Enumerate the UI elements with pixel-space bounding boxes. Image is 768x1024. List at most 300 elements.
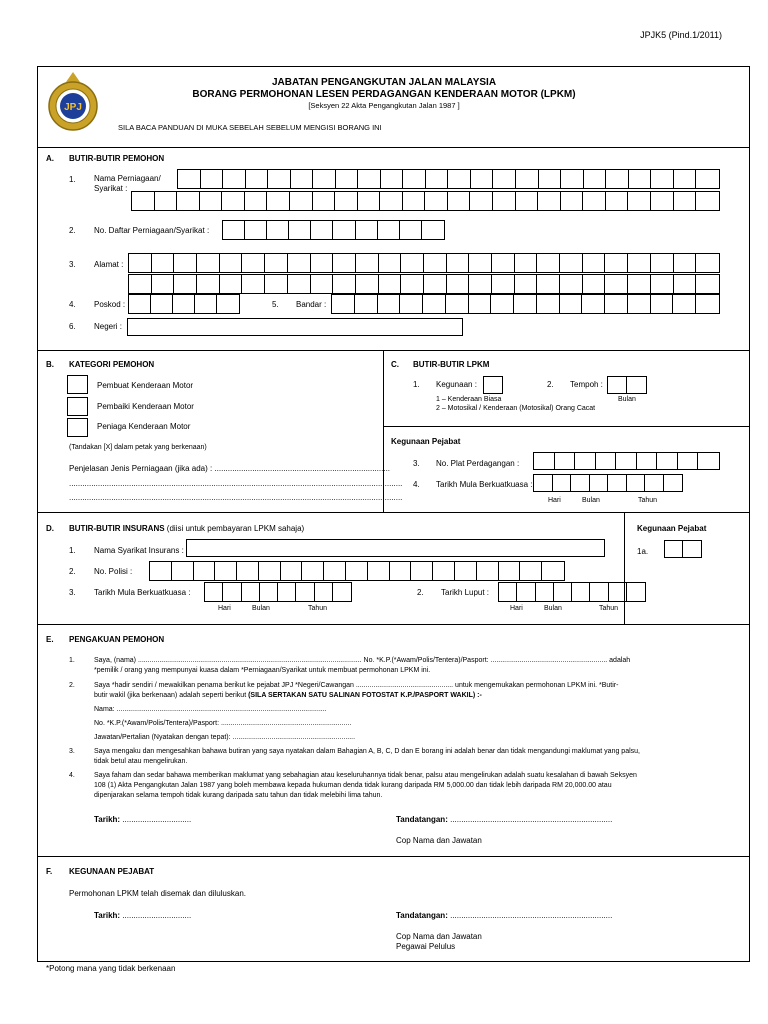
- char-cell[interactable]: [381, 170, 404, 188]
- char-cell[interactable]: [539, 170, 562, 188]
- d-q1-num: 1.: [69, 546, 76, 555]
- usage-option-1: 1 – Kenderaan Biasa: [436, 396, 502, 403]
- char-cell[interactable]: [311, 221, 333, 239]
- char-cell[interactable]: [515, 275, 538, 293]
- char-cell[interactable]: [324, 562, 346, 580]
- char-cell[interactable]: [197, 254, 220, 272]
- char-cell[interactable]: [242, 583, 260, 601]
- char-cell[interactable]: [605, 275, 628, 293]
- char-cell[interactable]: [538, 192, 561, 210]
- a-q3-num: 3.: [69, 260, 76, 269]
- section-d-letter: D.: [46, 524, 54, 533]
- char-cell[interactable]: [356, 254, 379, 272]
- char-cell[interactable]: [433, 562, 455, 580]
- char-cell[interactable]: [471, 170, 494, 188]
- char-cell[interactable]: [217, 295, 239, 313]
- char-cell[interactable]: [223, 583, 241, 601]
- char-cell[interactable]: [515, 254, 538, 272]
- usage-type-input[interactable]: [483, 376, 503, 394]
- char-cell[interactable]: [195, 295, 217, 313]
- char-cell[interactable]: [627, 475, 646, 491]
- category-dealer-label: Peniaga Kenderaan Motor: [97, 422, 191, 431]
- char-cell[interactable]: [469, 295, 492, 313]
- char-cell[interactable]: [132, 192, 155, 210]
- a-q4-num: 4.: [69, 300, 76, 309]
- char-cell[interactable]: [696, 295, 719, 313]
- a-q2-label: No. Daftar Perniagaan/Syarikat :: [94, 226, 210, 235]
- char-cell[interactable]: [311, 254, 334, 272]
- char-cell[interactable]: [534, 453, 555, 469]
- e-p4-line1: Saya faham dan sedar bahawa memberikan maklumat yang sebahagian atau keseluruhannya tidak benar, palsu atau mengelirukan adalah suatu kesalahan di bawah Seksyen: [94, 772, 637, 779]
- char-cell[interactable]: [628, 275, 651, 293]
- char-cell[interactable]: [215, 562, 237, 580]
- d-q2-num: 2.: [69, 567, 76, 576]
- char-cell[interactable]: [678, 453, 699, 469]
- char-cell[interactable]: [242, 254, 265, 272]
- c-office-title: Kegunaan Pejabat: [391, 437, 461, 446]
- e-p4-num: 4.: [69, 772, 75, 779]
- char-cell[interactable]: [313, 170, 336, 188]
- char-cell[interactable]: [379, 254, 402, 272]
- f-signature-label: Tandatangan:: [396, 911, 448, 920]
- section-c-title: BUTIR-BUTIR LPKM: [413, 360, 490, 369]
- char-cell[interactable]: [469, 254, 492, 272]
- c-date-month-caption: Bulan: [582, 497, 600, 504]
- city-input[interactable]: [331, 294, 720, 314]
- e-p1-line1: Saya, (nama) ................................................................................................................... No. *K.P.(*Awam/Polis/Tentera)/Pasport: ............................................................ adalah: [94, 657, 631, 664]
- header-agency: JABATAN PENGANGKUTAN JALAN MALAYSIA: [271, 77, 497, 88]
- char-cell[interactable]: [177, 192, 200, 210]
- char-cell[interactable]: [590, 583, 608, 601]
- d-q3-num: 3.: [69, 588, 76, 597]
- char-cell[interactable]: [201, 170, 224, 188]
- char-cell[interactable]: [674, 254, 697, 272]
- char-cell[interactable]: [651, 170, 674, 188]
- char-cell[interactable]: [245, 192, 268, 210]
- char-cell[interactable]: [470, 192, 493, 210]
- char-cell[interactable]: [536, 583, 554, 601]
- char-cell[interactable]: [356, 275, 379, 293]
- char-cell[interactable]: [571, 475, 590, 491]
- officer-date-field[interactable]: [94, 911, 191, 920]
- plate-effective-date-input[interactable]: [533, 474, 683, 492]
- char-cell[interactable]: [313, 192, 336, 210]
- char-cell[interactable]: [499, 583, 517, 601]
- char-cell[interactable]: [492, 254, 515, 272]
- char-cell[interactable]: [291, 170, 314, 188]
- c-q4-label: Tarikh Mula Berkuatkuasa :: [436, 480, 533, 489]
- state-input[interactable]: [127, 318, 463, 336]
- e-signature-dots: .........................................................................: [447, 815, 613, 824]
- char-cell[interactable]: [267, 221, 289, 239]
- office-code-input[interactable]: [664, 540, 702, 558]
- char-cell[interactable]: [129, 254, 152, 272]
- char-cell[interactable]: [514, 295, 537, 313]
- d-office-title: Kegunaan Pejabat: [637, 524, 707, 533]
- char-cell[interactable]: [664, 475, 683, 491]
- char-cell[interactable]: [333, 221, 355, 239]
- section-a-letter: A.: [46, 154, 54, 163]
- char-cell[interactable]: [356, 221, 378, 239]
- char-cell[interactable]: [674, 275, 697, 293]
- char-cell[interactable]: [172, 562, 194, 580]
- c-q2-num: 2.: [547, 380, 554, 389]
- char-cell[interactable]: [332, 295, 355, 313]
- char-cell[interactable]: [200, 192, 223, 210]
- char-cell[interactable]: [554, 583, 572, 601]
- char-cell[interactable]: [651, 295, 674, 313]
- business-type-explanation-field[interactable]: Penjelasan Jenis Perniagaan (jika ada) : ...............................................................................: [69, 464, 391, 473]
- business-type-line3-field[interactable]: ......................................................................................................................................................: [69, 493, 403, 502]
- char-cell[interactable]: [237, 562, 259, 580]
- char-cell[interactable]: [447, 254, 470, 272]
- char-cell[interactable]: [368, 562, 390, 580]
- char-cell[interactable]: [267, 192, 290, 210]
- section-b-title: KATEGORI PEMOHON: [69, 360, 155, 369]
- char-cell[interactable]: [561, 192, 584, 210]
- char-cell[interactable]: [448, 170, 471, 188]
- char-cell[interactable]: [205, 583, 223, 601]
- char-cell[interactable]: [616, 453, 637, 469]
- category-repairer-checkbox[interactable]: [67, 397, 88, 416]
- d-office-code: 1a.: [637, 547, 649, 556]
- d-expiry-month-caption: Bulan: [544, 605, 562, 612]
- char-cell[interactable]: [542, 562, 564, 580]
- e-p4-line2: 108 (1) Akta Pengangkutan Jalan 1987 yang boleh membawa kepada hukuman denda tidak kurang daripada RM 5,000.00 dan tidak lebih daripada RM 20,000.00 atau: [94, 782, 612, 789]
- char-cell[interactable]: [605, 295, 628, 313]
- char-cell[interactable]: [155, 192, 178, 210]
- char-cell[interactable]: [403, 170, 426, 188]
- representative-name-field[interactable]: Nama: ............................................................................................................: [94, 706, 327, 713]
- char-cell[interactable]: [411, 562, 433, 580]
- f-date-dots: ...............................: [120, 911, 192, 920]
- e-p2-line2: butir wakil (jika berkenaan) adalah seperti berikut: [94, 692, 249, 699]
- char-cell[interactable]: [673, 295, 696, 313]
- char-cell[interactable]: [151, 295, 173, 313]
- char-cell[interactable]: [194, 562, 216, 580]
- section-e-letter: E.: [46, 635, 54, 644]
- d-expiry-day-caption: Hari: [510, 605, 523, 612]
- char-cell[interactable]: [424, 254, 447, 272]
- d-q4-num: 2.: [417, 588, 424, 597]
- char-cell[interactable]: [683, 541, 701, 557]
- char-cell[interactable]: [608, 475, 627, 491]
- char-cell[interactable]: [346, 562, 368, 580]
- char-cell[interactable]: [491, 295, 514, 313]
- a-q6-num: 6.: [69, 322, 76, 331]
- c-q1-num: 1.: [413, 380, 420, 389]
- f-approval-text: Permohonan LPKM telah disemak dan diluluskan.: [69, 889, 246, 898]
- address-line1-input[interactable]: [128, 253, 720, 273]
- char-cell[interactable]: [477, 562, 499, 580]
- char-cell[interactable]: [448, 192, 471, 210]
- char-cell[interactable]: [268, 170, 291, 188]
- insurance-effective-date-input[interactable]: [204, 582, 352, 602]
- a-q1-num: 1.: [69, 175, 76, 184]
- d-start-day-caption: Hari: [218, 605, 231, 612]
- e-signature-label: Tandatangan:: [396, 815, 448, 824]
- c-q3-label: No. Plat Perdagangan :: [436, 459, 520, 468]
- char-cell[interactable]: [469, 275, 492, 293]
- char-cell[interactable]: [627, 583, 645, 601]
- char-cell[interactable]: [582, 295, 605, 313]
- char-cell[interactable]: [674, 170, 697, 188]
- representative-position-field[interactable]: Jawatan/Pertalian (Nyatakan dengan tepat): ...............................................................: [94, 734, 356, 741]
- d-q3-label: Tarikh Mula Berkuatkuasa :: [94, 588, 191, 597]
- category-dealer-checkbox[interactable]: [67, 418, 88, 437]
- char-cell[interactable]: [696, 254, 719, 272]
- char-cell[interactable]: [380, 192, 403, 210]
- char-cell[interactable]: [379, 275, 402, 293]
- char-cell[interactable]: [560, 275, 583, 293]
- insurance-company-input[interactable]: [186, 539, 605, 557]
- c-date-day-caption: Hari: [548, 497, 561, 504]
- e-p3-line2: tidak betul atau mengelirukan.: [94, 758, 188, 765]
- c-date-year-caption: Tahun: [638, 497, 658, 504]
- char-cell[interactable]: [242, 275, 265, 293]
- section-f-title: KEGUNAAN PEJABAT: [69, 867, 155, 876]
- char-cell[interactable]: [288, 254, 311, 272]
- char-cell[interactable]: [403, 192, 426, 210]
- char-cell[interactable]: [245, 221, 267, 239]
- char-cell[interactable]: [335, 192, 358, 210]
- char-cell[interactable]: [423, 295, 446, 313]
- char-cell[interactable]: [572, 583, 590, 601]
- char-cell[interactable]: [400, 221, 422, 239]
- char-cell[interactable]: [424, 275, 447, 293]
- char-cell[interactable]: [520, 562, 542, 580]
- char-cell[interactable]: [665, 541, 683, 557]
- char-cell[interactable]: [628, 295, 651, 313]
- f-signature-dots: .........................................................................: [447, 911, 613, 920]
- char-cell[interactable]: [590, 475, 609, 491]
- char-cell[interactable]: [281, 562, 303, 580]
- insurance-expiry-date-input[interactable]: [498, 582, 646, 602]
- char-cell[interactable]: [311, 275, 334, 293]
- char-cell[interactable]: [302, 562, 324, 580]
- trade-plate-number-input[interactable]: [533, 452, 720, 470]
- policy-number-input[interactable]: [149, 561, 565, 581]
- applicant-signature-field[interactable]: [396, 815, 612, 824]
- char-cell[interactable]: [628, 254, 651, 272]
- business-name-line1-input[interactable]: [177, 169, 720, 189]
- char-cell[interactable]: [220, 254, 243, 272]
- section-d-title: BUTIR-BUTIR INSURANS: [69, 524, 165, 533]
- c-q4-num: 4.: [413, 480, 420, 489]
- char-cell[interactable]: [333, 254, 356, 272]
- a-q5-num: 5.: [272, 300, 279, 309]
- e-stamp-caption: Cop Nama dan Jawatan: [396, 836, 482, 845]
- char-cell[interactable]: [596, 453, 617, 469]
- char-cell[interactable]: [333, 583, 351, 601]
- char-cell[interactable]: [493, 192, 516, 210]
- header-note: SILA BACA PANDUAN DI MUKA SEBELAH SEBELUM MENGISI BORANG INI: [118, 123, 382, 132]
- char-cell[interactable]: [288, 275, 311, 293]
- char-cell[interactable]: [446, 295, 469, 313]
- char-cell[interactable]: [555, 453, 576, 469]
- char-cell[interactable]: [197, 275, 220, 293]
- representative-id-field[interactable]: No. *K.P.(*Awam/Polis/Tentera)/Pasport: ...................................................................: [94, 720, 352, 727]
- c-q3-num: 3.: [413, 459, 420, 468]
- char-cell[interactable]: [447, 275, 470, 293]
- a-q1-label-1: Nama Perniagaan/: [94, 174, 161, 183]
- address-line2-input[interactable]: [128, 274, 720, 294]
- char-cell[interactable]: [629, 170, 652, 188]
- char-cell[interactable]: [537, 295, 560, 313]
- footnote: *Potong mana yang tidak berkenaan: [46, 964, 176, 973]
- char-cell[interactable]: [174, 254, 197, 272]
- section-e-title: PENGAKUAN PEMOHON: [69, 635, 165, 644]
- char-cell[interactable]: [516, 192, 539, 210]
- char-cell[interactable]: [178, 170, 201, 188]
- char-cell[interactable]: [608, 377, 627, 393]
- char-cell[interactable]: [651, 192, 674, 210]
- char-cell[interactable]: [561, 170, 584, 188]
- char-cell[interactable]: [150, 562, 172, 580]
- char-cell[interactable]: [645, 475, 664, 491]
- char-cell[interactable]: [259, 562, 281, 580]
- char-cell[interactable]: [553, 475, 572, 491]
- char-cell[interactable]: [223, 221, 245, 239]
- d-q2-label: No. Polisi :: [94, 567, 133, 576]
- usage-option-2: 2 – Motosikal / Kenderaan (Motosikal) Orang Cacat: [436, 405, 596, 412]
- c-q2-label: Tempoh :: [570, 380, 603, 389]
- char-cell[interactable]: [584, 170, 607, 188]
- e-p2-line2-bold: (SILA SERTAKAN SATU SALINAN FOTOSTAT K.P./PASPORT WAKIL) :-: [248, 692, 482, 699]
- char-cell[interactable]: [246, 170, 269, 188]
- char-cell[interactable]: [152, 275, 175, 293]
- char-cell[interactable]: [260, 583, 278, 601]
- applicant-date-field[interactable]: [94, 815, 191, 824]
- char-cell[interactable]: [583, 254, 606, 272]
- d-start-month-caption: Bulan: [252, 605, 270, 612]
- char-cell[interactable]: [657, 453, 678, 469]
- char-cell[interactable]: [265, 275, 288, 293]
- d-q1-label: Nama Syarikat Insurans :: [94, 546, 184, 555]
- char-cell[interactable]: [174, 275, 197, 293]
- char-cell[interactable]: [426, 170, 449, 188]
- char-cell[interactable]: [355, 295, 378, 313]
- char-cell[interactable]: [537, 275, 560, 293]
- char-cell[interactable]: [583, 192, 606, 210]
- category-manufacturer-checkbox[interactable]: [67, 375, 88, 394]
- c-q1-label: Kegunaan :: [436, 380, 477, 389]
- postcode-input[interactable]: [128, 294, 240, 314]
- a-q1-label-2: Syarikat :: [94, 184, 128, 193]
- form-reference: JPJK5 (Pind.1/2011): [640, 30, 722, 40]
- char-cell[interactable]: [606, 192, 629, 210]
- char-cell[interactable]: [265, 254, 288, 272]
- char-cell[interactable]: [336, 170, 359, 188]
- e-p3-num: 3.: [69, 748, 75, 755]
- char-cell[interactable]: [401, 254, 424, 272]
- d-q4-label: Tarikh Luput :: [441, 588, 490, 597]
- char-cell[interactable]: [278, 583, 296, 601]
- char-cell[interactable]: [537, 254, 560, 272]
- char-cell[interactable]: [173, 295, 195, 313]
- char-cell[interactable]: [637, 453, 658, 469]
- char-cell[interactable]: [560, 295, 583, 313]
- d-start-year-caption: Tahun: [308, 605, 328, 612]
- section-b-letter: B.: [46, 360, 54, 369]
- business-type-line2-field[interactable]: ......................................................................................................................................................: [69, 479, 403, 488]
- char-cell[interactable]: [378, 221, 400, 239]
- char-cell[interactable]: [401, 275, 424, 293]
- a-q4-label: Poskod :: [94, 300, 126, 309]
- char-cell[interactable]: [609, 583, 627, 601]
- char-cell[interactable]: [455, 562, 477, 580]
- char-cell[interactable]: [696, 192, 719, 210]
- logo-text: JPJ: [64, 102, 82, 113]
- char-cell[interactable]: [400, 295, 423, 313]
- char-cell[interactable]: [390, 562, 412, 580]
- char-cell[interactable]: [606, 170, 629, 188]
- char-cell[interactable]: [222, 192, 245, 210]
- char-cell[interactable]: [220, 275, 243, 293]
- char-cell[interactable]: [315, 583, 333, 601]
- char-cell[interactable]: [696, 275, 719, 293]
- e-p2-num: 2.: [69, 682, 75, 689]
- char-cell[interactable]: [575, 453, 596, 469]
- category-repairer-label: Pembaiki Kenderaan Motor: [97, 402, 194, 411]
- char-cell[interactable]: [290, 192, 313, 210]
- char-cell[interactable]: [129, 295, 151, 313]
- e-p4-line3: dipenjarakan selama tempoh tidak kurang daripada satu tahun dan tidak melebihi lima tahun.: [94, 792, 383, 799]
- char-cell[interactable]: [289, 221, 311, 239]
- char-cell[interactable]: [696, 170, 719, 188]
- char-cell[interactable]: [422, 221, 444, 239]
- section-a-title: BUTIR-BUTIR PEMOHON: [69, 154, 165, 163]
- char-cell[interactable]: [583, 275, 606, 293]
- e-date-dots: ...............................: [120, 815, 192, 824]
- char-cell[interactable]: [493, 170, 516, 188]
- header-act: [Seksyen 22 Akta Pengangkutan Jalan 1987 ]: [308, 101, 460, 110]
- char-cell[interactable]: [296, 583, 314, 601]
- char-cell[interactable]: [560, 254, 583, 272]
- char-cell[interactable]: [628, 192, 651, 210]
- char-cell[interactable]: [516, 170, 539, 188]
- char-cell[interactable]: [378, 295, 401, 313]
- f-approver-caption: Pegawai Pelulus: [396, 942, 456, 951]
- duration-months-input[interactable]: [607, 376, 647, 394]
- char-cell[interactable]: [627, 377, 646, 393]
- a-q3-label: Alamat :: [94, 260, 124, 269]
- e-p2-line1: Saya *hadir sendiri / mewakilkan penama berikut ke pejabat JPJ *Negeri/Cawangan .................................................. untuk mengemukakan permohonan LPKM ini. *Butir-: [94, 682, 619, 689]
- registration-number-input[interactable]: [222, 220, 445, 240]
- business-name-line2-input[interactable]: [131, 191, 720, 211]
- char-cell[interactable]: [333, 275, 356, 293]
- char-cell[interactable]: [651, 254, 674, 272]
- char-cell[interactable]: [674, 192, 697, 210]
- char-cell[interactable]: [534, 475, 553, 491]
- char-cell[interactable]: [492, 275, 515, 293]
- char-cell[interactable]: [358, 170, 381, 188]
- char-cell[interactable]: [651, 275, 674, 293]
- char-cell[interactable]: [223, 170, 246, 188]
- section-c-letter: C.: [391, 360, 399, 369]
- char-cell[interactable]: [605, 254, 628, 272]
- char-cell[interactable]: [425, 192, 448, 210]
- char-cell[interactable]: [499, 562, 521, 580]
- section-f-letter: F.: [46, 867, 53, 876]
- char-cell[interactable]: [698, 453, 719, 469]
- char-cell[interactable]: [152, 254, 175, 272]
- char-cell[interactable]: [358, 192, 381, 210]
- char-cell[interactable]: [517, 583, 535, 601]
- d-expiry-year-caption: Tahun: [599, 605, 619, 612]
- char-cell[interactable]: [129, 275, 152, 293]
- officer-signature-field[interactable]: [396, 911, 612, 920]
